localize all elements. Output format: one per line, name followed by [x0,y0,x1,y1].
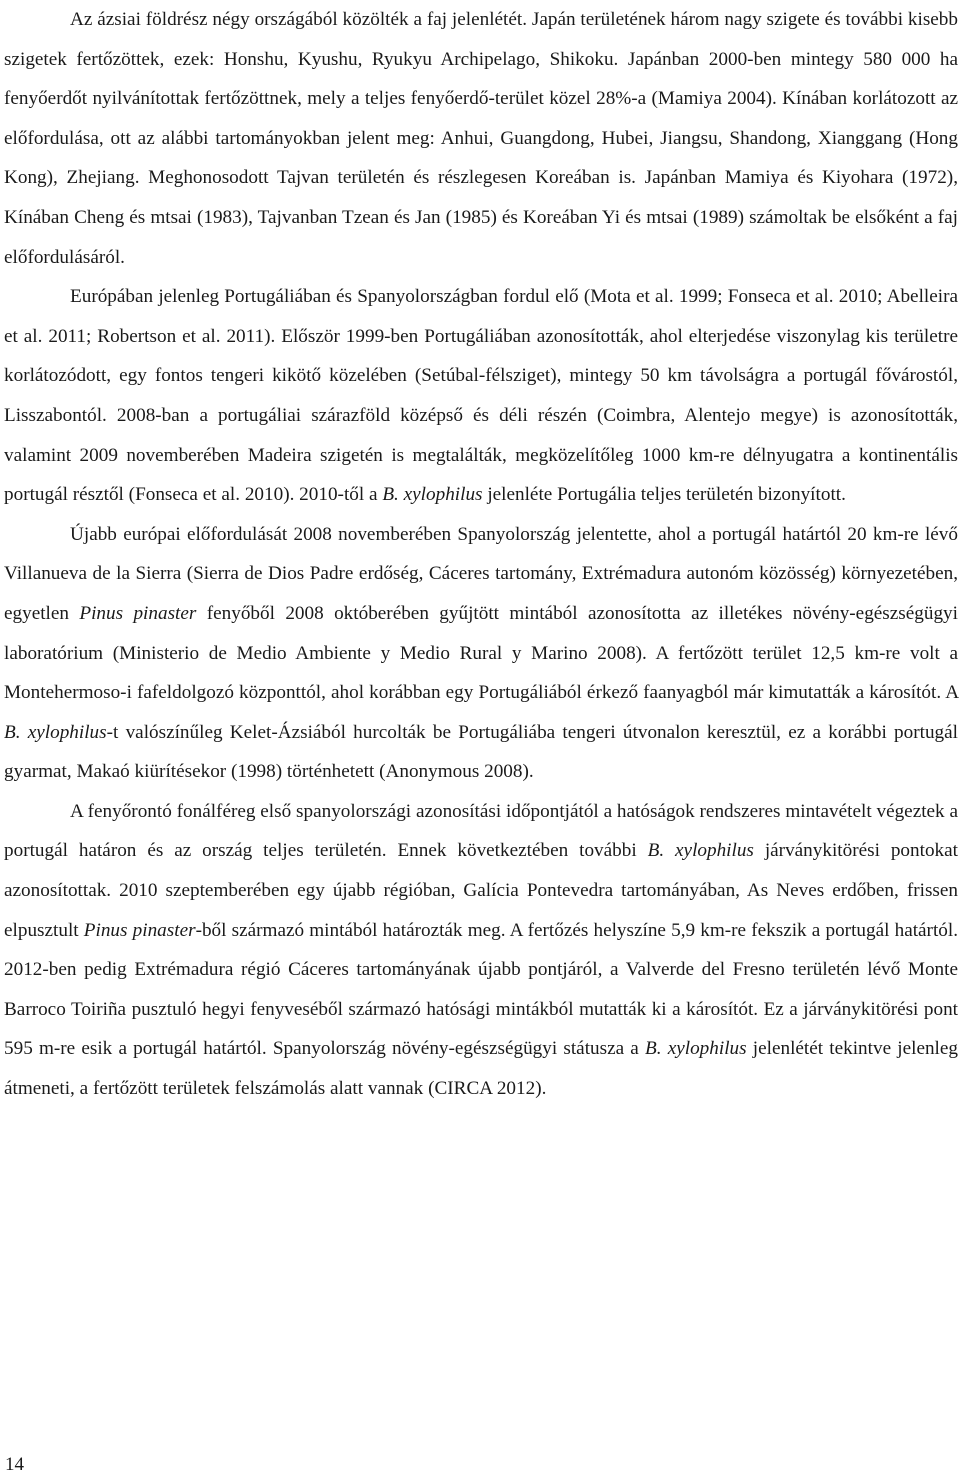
text-run: Újabb európai előfordulását 2008 novemberében Spanyolország jelentette, ahol a portugál határtól 20 km-re lévő Villanueva de la Sierra (Sierra de Dios Padre erdőség, Cáceres tartomány, Extrémadura autonóm közösség) környezetében, egyetlen [4,523,958,624]
text-run: -ből származó mintából határozták meg. A fertőzés helyszíne 5,9 km-re fekszik a portugál határtól. 2012-ben pedig Extrémadura régió Cáceres tartományának újabb pontjáról, a Valverde del Fresno területén lévő Monte Barroco Toiriña pusztuló hegyi fenyveséből származó hatósági mintákból mutatták ki a károsítót. Ez a járványkitörési pont 595 m-re esik a portugál határtól. Spanyolország növény-egészségügyi státusza a [4,919,959,1060]
text-run: fenyőből 2008 októberében gyűjtött mintából azonosította az illetékes növény-egészségügyi laboratórium (Ministerio de Medio Ambiente y Medio Rural y Marino 2008). A fertőzött terület 12,5 km-re volt a Montehermoso-i fafeldolgozó központtól, ahol korábban egy Portugáliából érkező faanyagból már kimutatták a károsítót. A [4,602,958,704]
text-run: Az ázsiai földrész négy országából közölték a faj jelenlétét. Japán területének három nagy szigete és további kisebb szigetek fertőzöttek, ezek: Honshu, Kyushu, Ryukyu Archipelago, Shikoku. Japánban 2000-ben mintegy 580 000 ha fenyőerdőt nyilvánítottak fertőzöttnek, mely a teljes fenyőerdő-terület közel 28%-a (Mamiya 2004). Kínában korlátozott az előfordulása, ott az alábbi tartományokban jelent meg: Anhui, Guangdong, Hubei, Jiangsu, Shandong, Xianggang (Hong Kong), Zhejiang. Meghonosodott Tajvan területén és részlegesen Koreában is. Japánban Mamiya és Kiyohara (1972), Kínában Cheng és mtsai (1983), Tajvanban Tzean és Jan (1985) és Koreában Yi és mtsai (1989) számoltak be elsőként a faj előfordulásáról. [4,9,958,268]
text-run: A fenyőrontó fonálféreg első spanyolországi azonosítási időpontjától a hatóságok rendszeres mintavételt végeztek a portugál határon és az ország teljes területén. Ennek következtében további [4,800,958,862]
paragraph-spain-surveys [4,792,958,1109]
text-run: jelenlétét tekintve jelenleg átmeneti, a fertőzött területek felszámolás alatt vannak (CIRCA 2012). [4,1038,958,1100]
document-page [4,0,958,1109]
italic-taxon-name: B. xylophilus [4,721,107,743]
italic-taxon-name: B. xylophilus [647,840,754,862]
italic-taxon-name: Pinus pinaster [83,919,196,941]
italic-taxon-name: Pinus pinaster [79,602,197,624]
paragraph-asia-distribution [4,0,958,277]
italic-taxon-name: B. xylophilus [382,484,483,506]
text-run: Európában jelenleg Portugáliában és Spanyolországban fordul elő (Mota et al. 1999; Fonseca et al. 2010; Abelleira et al. 2011; Robertson et al. 2011). Először 1999-ben Portugáliában azonosították, ahol elterjedése viszonylag kis területre korlátozódott, egy fontos tengeri kikötő közelében (Setúbal-félsziget), mintegy 50 km távolságra a portugál fővárostól, Lisszabontól. 2008-ban a portugáliai szárazföld középső és déli részén (Coimbra, Alentejo megye) is azonosították, valamint 2009 novemberében Madeira szigetén is megtalálták, megközelítőleg 1000 km-re délnyugatra a kontinentális portugál résztől (Fonseca et al. 2010). 2010-től a [4,286,958,506]
text-run: -t valószínűleg Kelet-Ázsiából hurcolták be Portugáliába tengeri útvonalon keresztül, ez a korábbi portugál gyarmat, Makaó kiürítésekor (1998) történhetett (Anonymous 2008). [4,721,958,783]
italic-taxon-name: B. xylophilus [645,1038,747,1060]
paragraph-spain-first-record [4,515,958,792]
page-number: 14 [5,1454,24,1475]
text-run: járványkitörési pontokat azonosítottak. 2010 szeptemberében egy újabb régióban, Galícia Pontevedra tartományában, As Neves erdőben, frissen elpusztult [4,840,958,941]
text-run: jelenléte Portugália teljes területén bizonyított. [482,484,846,506]
paragraph-europe-portugal [4,277,958,515]
